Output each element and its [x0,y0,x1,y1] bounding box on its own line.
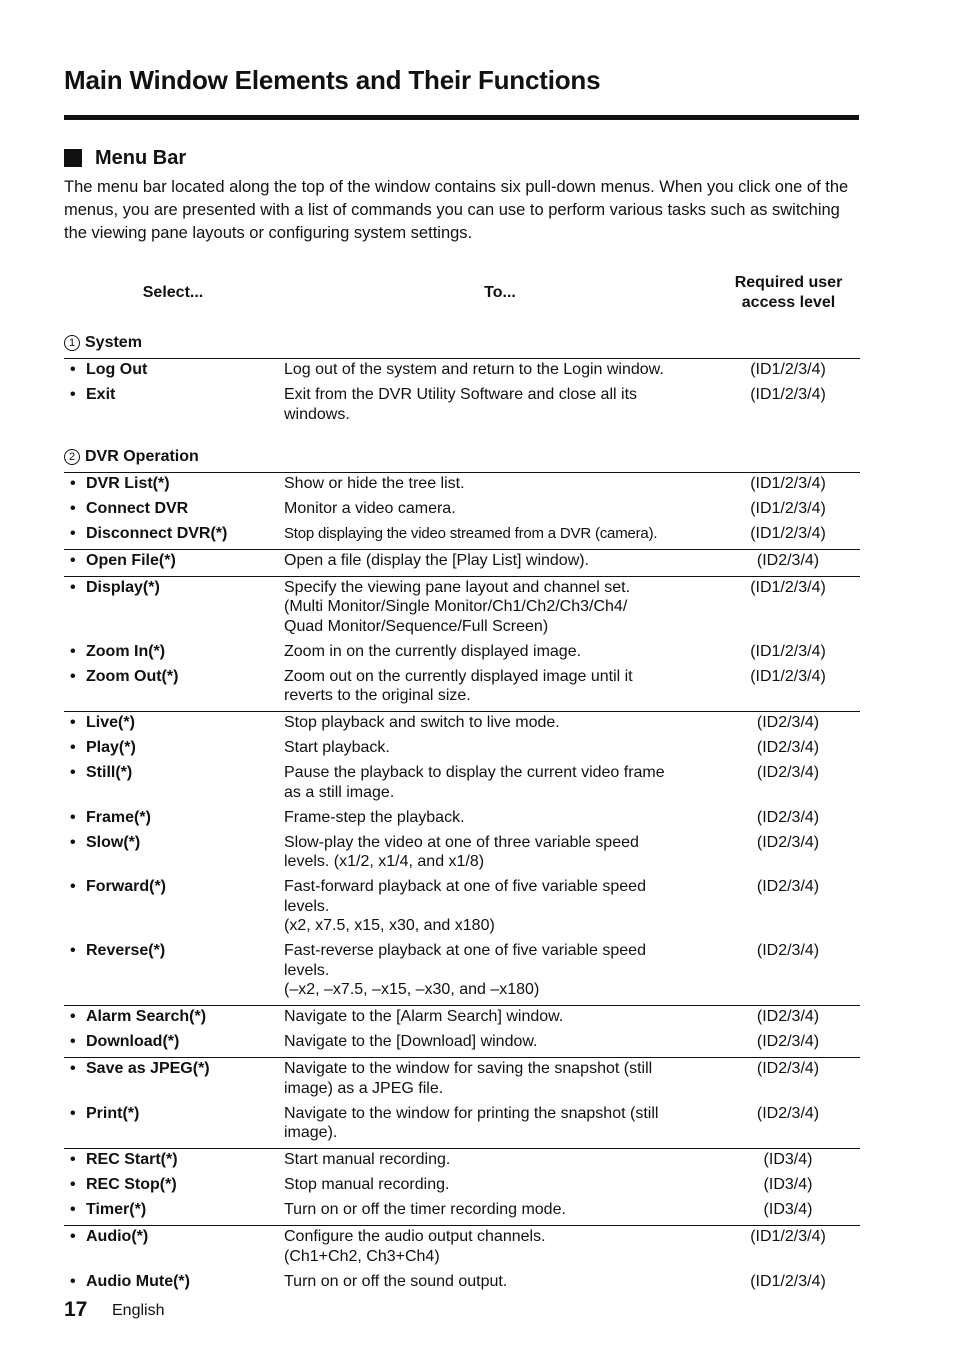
access-level: (ID2/3/4) [756,1033,820,1050]
access-level: (ID3/4) [763,1151,813,1168]
command-label: DVR List(*) [86,474,170,492]
command-label: Alarm Search(*) [86,1008,207,1025]
menu-command [70,1200,146,1220]
circled-number-icon: 2 [64,449,80,465]
access-level: (ID2/3/4) [756,878,820,895]
bullet-icon: • [70,642,76,660]
bullet-icon: • [70,551,76,569]
section-title: Menu Bar [95,146,187,169]
square-bullet-icon [64,149,82,167]
page-title: Main Window Elements and Their Functions [64,65,601,95]
access-level: (ID2/3/4) [756,739,820,756]
command-description: Frame-step the playback. [284,808,465,826]
table-divider [64,358,860,359]
header-select: Select... [142,284,204,301]
command-description: Start playback. [284,739,390,756]
command-description: Zoom in on the currently displayed image. [284,642,582,660]
group-label: System [85,334,142,351]
bullet-icon: • [70,386,76,403]
table-divider [64,1225,860,1226]
table-divider [64,711,860,712]
access-level: (ID3/4) [763,1176,813,1193]
command-label: Timer(*) [86,1201,147,1218]
command-description: Navigate to the [Alarm Search] window. [284,1008,564,1025]
table-divider [64,1057,860,1058]
bullet-icon: • [70,361,76,378]
menu-command [70,1059,210,1079]
command-description: Navigate to the window for saving the snapshot (still image) as a JPEG file. [284,1060,653,1097]
command-description: Fast-forward playback at one of five variable speed levels. (x2, x7.5, x15, x30, and x180) [284,878,646,934]
command-description: Open a file (display the [Play List] window). [284,551,590,569]
menu-command [70,1227,148,1247]
access-level: (ID1/2/3/4) [750,361,826,378]
access-level: (ID2/3/4) [756,833,820,851]
access-level: (ID1/2/3/4) [750,642,826,660]
table-divider [64,472,860,473]
command-description: Turn on or off the sound output. [284,1272,508,1290]
command-label: Print(*) [86,1104,140,1122]
bullet-icon: • [70,667,76,685]
group-heading [64,332,142,354]
table-divider [64,576,860,577]
access-level: (ID2/3/4) [756,714,820,731]
access-level: (ID2/3/4) [756,551,820,569]
command-label: Connect DVR [86,499,189,517]
command-label: Audio(*) [86,1228,149,1245]
table-divider [64,1005,860,1006]
circled-number-icon: 1 [64,335,80,351]
menu-command [70,1175,177,1195]
bullet-icon: • [70,499,76,517]
command-label: Zoom In(*) [86,642,166,660]
access-level: (ID2/3/4) [756,1060,820,1077]
command-label: Audio Mute(*) [86,1272,190,1290]
command-description: Show or hide the tree list. [284,474,465,492]
command-description: Log out of the system and return to the Login window. [284,361,664,378]
bullet-icon: • [70,833,76,851]
group-heading [64,446,199,468]
command-label: Slow(*) [86,833,141,851]
menu-command [70,667,178,687]
command-label: REC Stop(*) [86,1176,177,1193]
menu-command [70,524,227,544]
bullet-icon: • [70,808,76,826]
command-description: Pause the playback to display the current video frame as a still image. [284,764,665,801]
menu-command [70,385,115,405]
access-level: (ID1/2/3/4) [750,667,826,685]
header-access-level: Required user access level [734,274,843,311]
command-description: Configure the audio output channels. (Ch1+Ch2, Ch3+Ch4) [284,1228,546,1265]
command-label: Zoom Out(*) [86,667,179,685]
menu-command [70,833,140,853]
page-language: English [112,1302,165,1319]
bullet-icon: • [70,714,76,731]
command-description: Monitor a video camera. [284,499,456,517]
menu-command [70,877,166,897]
menu-command [70,713,135,733]
command-description: Stop playback and switch to live mode. [284,714,560,731]
access-level: (ID1/2/3/4) [750,524,826,542]
header-to: To... [484,284,516,301]
title-divider [64,115,859,120]
group-label: DVR Operation [85,447,199,465]
access-level: (ID1/2/3/4) [750,1272,826,1290]
access-level: (ID2/3/4) [756,1008,820,1025]
bullet-icon: • [70,1228,76,1245]
command-description: Navigate to the [Download] window. [284,1033,538,1050]
command-label: Download(*) [86,1033,180,1050]
bullet-icon: • [70,1272,76,1290]
menu-command [70,763,132,783]
command-label: Display(*) [86,578,160,596]
access-level: (ID1/2/3/4) [750,386,826,403]
section-heading [64,144,186,172]
access-level: (ID1/2/3/4) [750,474,826,492]
access-level: (ID1/2/3/4) [750,578,826,596]
bullet-icon: • [70,1008,76,1025]
command-label: Exit [86,386,116,403]
access-level: (ID1/2/3/4) [750,499,826,517]
menu-command [70,1032,179,1052]
access-level: (ID2/3/4) [756,942,820,959]
command-label: Live(*) [86,714,135,731]
table-divider [64,1148,860,1149]
bullet-icon: • [70,524,76,542]
command-label: Forward(*) [86,878,166,895]
bullet-icon: • [70,739,76,756]
bullet-icon: • [70,1033,76,1050]
menu-command [70,1007,206,1027]
access-level: (ID2/3/4) [756,808,820,826]
command-description: Exit from the DVR Utility Software and close all its windows. [284,386,638,423]
bullet-icon: • [70,1176,76,1193]
bullet-icon: • [70,942,76,959]
menu-command [70,551,176,571]
command-description: Start manual recording. [284,1151,451,1168]
command-description: Turn on or off the timer recording mode. [284,1201,566,1218]
access-level: (ID1/2/3/4) [750,1228,826,1245]
command-description: Fast-reverse playback at one of five variable speed levels. (–x2, –x7.5, –x15, –x30, and –x180) [284,942,646,998]
command-description: Stop displaying the video streamed from a DVR (camera). [284,524,658,542]
command-description: Specify the viewing pane layout and channel set. (Multi Monitor/Single Monitor/Ch1/Ch2/Ch3/Ch4/ Quad Monitor/Sequence/Full Screen) [284,578,631,635]
bullet-icon: • [70,578,76,596]
menu-command [70,941,165,961]
menu-command [70,360,147,380]
menu-command [70,474,170,494]
bullet-icon: • [70,878,76,895]
menu-command [70,499,188,519]
bullet-icon: • [70,1201,76,1218]
table-divider [64,549,860,550]
command-description: Slow-play the video at one of three variable speed levels. (x1/2, x1/4, and x1/8) [284,833,639,870]
bullet-icon: • [70,1104,76,1122]
command-label: Log Out [86,361,148,378]
menu-command [70,1104,139,1124]
bullet-icon: • [70,764,76,781]
menu-command [70,808,151,828]
command-label: Still(*) [86,764,133,781]
command-label: Reverse(*) [86,942,166,959]
command-label: Open File(*) [86,551,176,569]
command-label: Save as JPEG(*) [86,1060,210,1077]
bullet-icon: • [70,1151,76,1168]
menu-command [70,738,136,758]
menu-command [70,1150,178,1170]
command-description: Zoom out on the currently displayed image until it reverts to the original size. [284,667,633,704]
menu-command [70,642,165,662]
command-label: Frame(*) [86,808,151,826]
command-label: Play(*) [86,739,136,756]
bullet-icon: • [70,1060,76,1077]
access-level: (ID3/4) [763,1201,813,1218]
command-description: Navigate to the window for printing the snapshot (still image). [284,1104,659,1141]
access-level: (ID2/3/4) [756,1104,820,1122]
menu-command [70,578,160,598]
intro-paragraph: The menu bar located along the top of the window contains six pull-down menus. When you click one of the menus, you are presented with a list of commands you can use to perform various tasks such as switching the viewing pane layouts or configuring system settings. [64,178,849,242]
command-label: Disconnect DVR(*) [86,524,228,542]
menu-command [70,1272,190,1292]
command-label: REC Start(*) [86,1151,178,1168]
bullet-icon: • [70,474,76,492]
page-number: 17 [64,1298,88,1321]
command-description: Stop manual recording. [284,1176,450,1193]
access-level: (ID2/3/4) [756,764,820,781]
